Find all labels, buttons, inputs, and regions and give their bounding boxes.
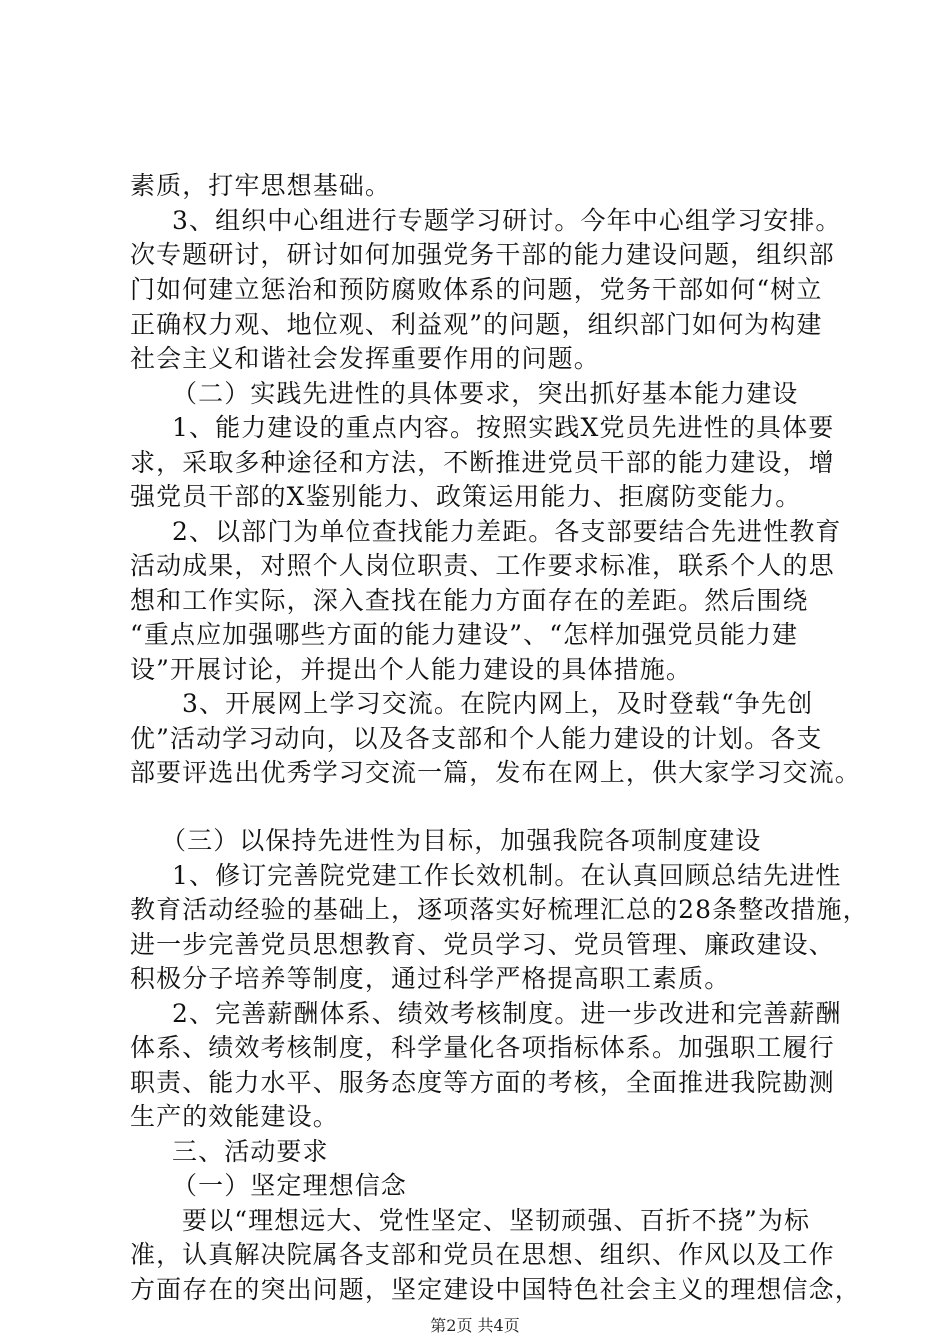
text-line: “重点应加强哪些方面的能力建设”、“怎样加强党员能力建 xyxy=(130,620,799,649)
text-line: 素质，打牢思想基础。 xyxy=(130,171,392,200)
text-line: 生产的效能建设。 xyxy=(130,1102,339,1131)
text-line: 部要评选出优秀学习交流一篇，发布在网上，供大家学习交流。 xyxy=(130,758,861,787)
text-line: 活动成果，对照个人岗位职责、工作要求标准，联系个人的思 xyxy=(130,551,835,580)
text-line: 教育活动经验的基础上，逐项落实好梳理汇总的28条整改措施， xyxy=(130,895,869,924)
text-line: 门如何建立惩治和预防腐败体系的问题，党务干部如何“树立 xyxy=(130,275,823,304)
section-heading: （三）以保持先进性为目标，加强我院各项制度建设 xyxy=(161,826,762,855)
page-footer: 第2页 共4页 xyxy=(430,1316,520,1335)
section-heading: （一）坚定理想信念 xyxy=(172,1171,407,1200)
text-line: 要以“理想远大、党性坚定、坚韧顽强、百折不挠”为标 xyxy=(182,1206,811,1235)
text-line: 正确权力观、地位观、利益观”的问题，组织部门如何为构建 xyxy=(130,310,823,339)
text-line: 次专题研讨，研讨如何加强党务干部的能力建设问题，组织部 xyxy=(130,240,835,269)
text-line: 积极分子培养等制度，通过科学严格提高职工素质。 xyxy=(130,964,731,993)
text-line: 职责、能力水平、服务态度等方面的考核，全面推进我院勘测 xyxy=(130,1068,835,1097)
section-heading: 三、活动要求 xyxy=(172,1137,329,1166)
text-line: 优”活动学习动向，以及各支部和个人能力建设的计划。各支 xyxy=(130,724,823,753)
text-line: 设”开展讨论，并提出个人能力建设的具体措施。 xyxy=(130,655,692,684)
text-line: 社会主义和谐社会发挥重要作用的问题。 xyxy=(130,344,600,373)
text-line: 3、组织中心组进行专题学习研讨。今年中心组学习安排。 xyxy=(172,206,842,235)
text-line: 准，认真解决院属各支部和党员在思想、组织、作风以及工作 xyxy=(130,1240,835,1269)
text-line: 想和工作实际，深入查找在能力方面存在的差距。然后围绕 xyxy=(130,586,809,615)
text-line: 2、以部门为单位查找能力差距。各支部要结合先进性教育 xyxy=(172,517,842,546)
text-line: 1、修订完善院党建工作长效机制。在认真回顾总结先进性 xyxy=(172,861,842,890)
text-line: 求，采取多种途径和方法，不断推进党员干部的能力建设，增 xyxy=(130,448,835,477)
text-line: 2、完善薪酬体系、绩效考核制度。进一步改进和完善薪酬 xyxy=(172,999,842,1028)
text-line: 3、开展网上学习交流。在院内网上，及时登载“争先创 xyxy=(182,689,814,718)
text-line: 进一步完善党员思想教育、党员学习、党员管理、廉政建设、 xyxy=(130,930,835,959)
text-line: 方面存在的突出问题，坚定建设中国特色社会主义的理想信念， xyxy=(130,1275,861,1304)
text-line: 体系、绩效考核制度，科学量化各项指标体系。加强职工履行 xyxy=(130,1033,835,1062)
text-line: 1、能力建设的重点内容。按照实践X党员先进性的具体要 xyxy=(172,413,835,442)
section-heading: （二）实践先进性的具体要求，突出抓好基本能力建设 xyxy=(172,379,799,408)
text-line: 强党员干部的X鉴别能力、政策运用能力、拒腐防变能力。 xyxy=(130,482,802,511)
